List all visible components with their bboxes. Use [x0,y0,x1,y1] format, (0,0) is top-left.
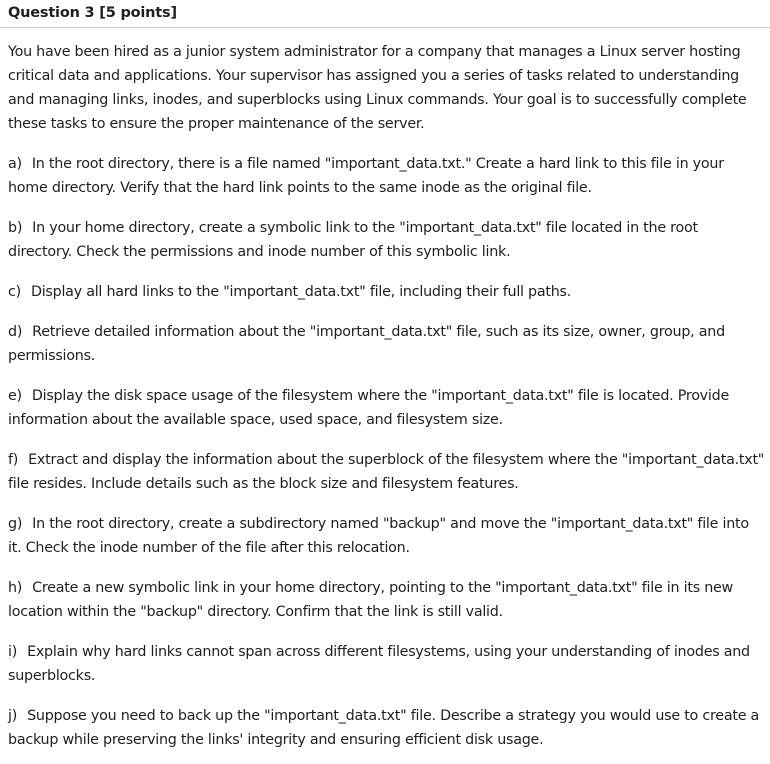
task-text: Suppose you need to back up the "important_data.txt" file. Describe a strategy you would use to create a backup while preserving the links' integrity and ensuring efficient disk usage. [8,708,760,748]
task-text: Display all hard links to the "important_data.txt" file, including their full paths. [30,284,572,300]
question-title: Question 3 [5 points] [8,5,177,21]
title-divider [0,27,770,28]
task-item-e [8,384,766,432]
task-item-j [8,704,766,752]
task-item-h [8,576,766,624]
task-text: Display the disk space usage of the filesystem where the "important_data.txt" file is located. Provide information about the available space, used space, and filesystem size. [8,388,729,428]
task-text: Extract and display the information about the superblock of the filesystem where the "important_data.txt" file resides. Include details such as the block size and filesystem features. [8,452,765,492]
task-label: h) [8,580,23,596]
task-label: j) [8,708,18,724]
task-item-a [8,152,766,200]
task-label: c) [8,284,21,300]
task-label: f) [8,452,19,468]
task-item-b [8,216,766,264]
question-intro: You have been hired as a junior system administrator for a company that manages a Linux server hosting critical data and applications. Your supervisor has assigned you a series of tasks related to understanding and managing links, inodes, and superblocks using Linux commands. Your goal is to successfully complete these tasks to ensure the proper maintenance of the server. [8,44,747,132]
task-text: Retrieve detailed information about the "important_data.txt" file, such as its size, owner, group, and permissions. [8,324,725,364]
task-label: i) [8,644,18,660]
task-label: b) [8,220,23,236]
task-label: a) [8,156,22,172]
task-label: g) [8,516,23,532]
task-item-d [8,320,766,368]
task-text: Create a new symbolic link in your home directory, pointing to the "important_data.txt" file in its new location within the "backup" directory. Confirm that the link is still valid. [8,580,734,620]
task-item-g [8,512,766,560]
task-label: e) [8,388,22,404]
task-text: Explain why hard links cannot span across different filesystems, using your understanding of inodes and superblocks. [8,644,750,684]
task-text: In your home directory, create a symbolic link to the "important_data.txt" file located in the root directory. Check the permissions and inode number of this symbolic link. [8,220,698,260]
task-text: In the root directory, there is a file named "important_data.txt." Create a hard link to this file in your home directory. Verify that the hard link points to the same inode as the original file. [8,156,724,196]
task-label: d) [8,324,23,340]
task-text: In the root directory, create a subdirectory named "backup" and move the "important_data.txt" file into it. Check the inode number of the file after this relocation. [8,516,749,556]
task-item-c [8,280,766,304]
task-item-f [8,448,766,496]
task-item-i [8,640,766,688]
